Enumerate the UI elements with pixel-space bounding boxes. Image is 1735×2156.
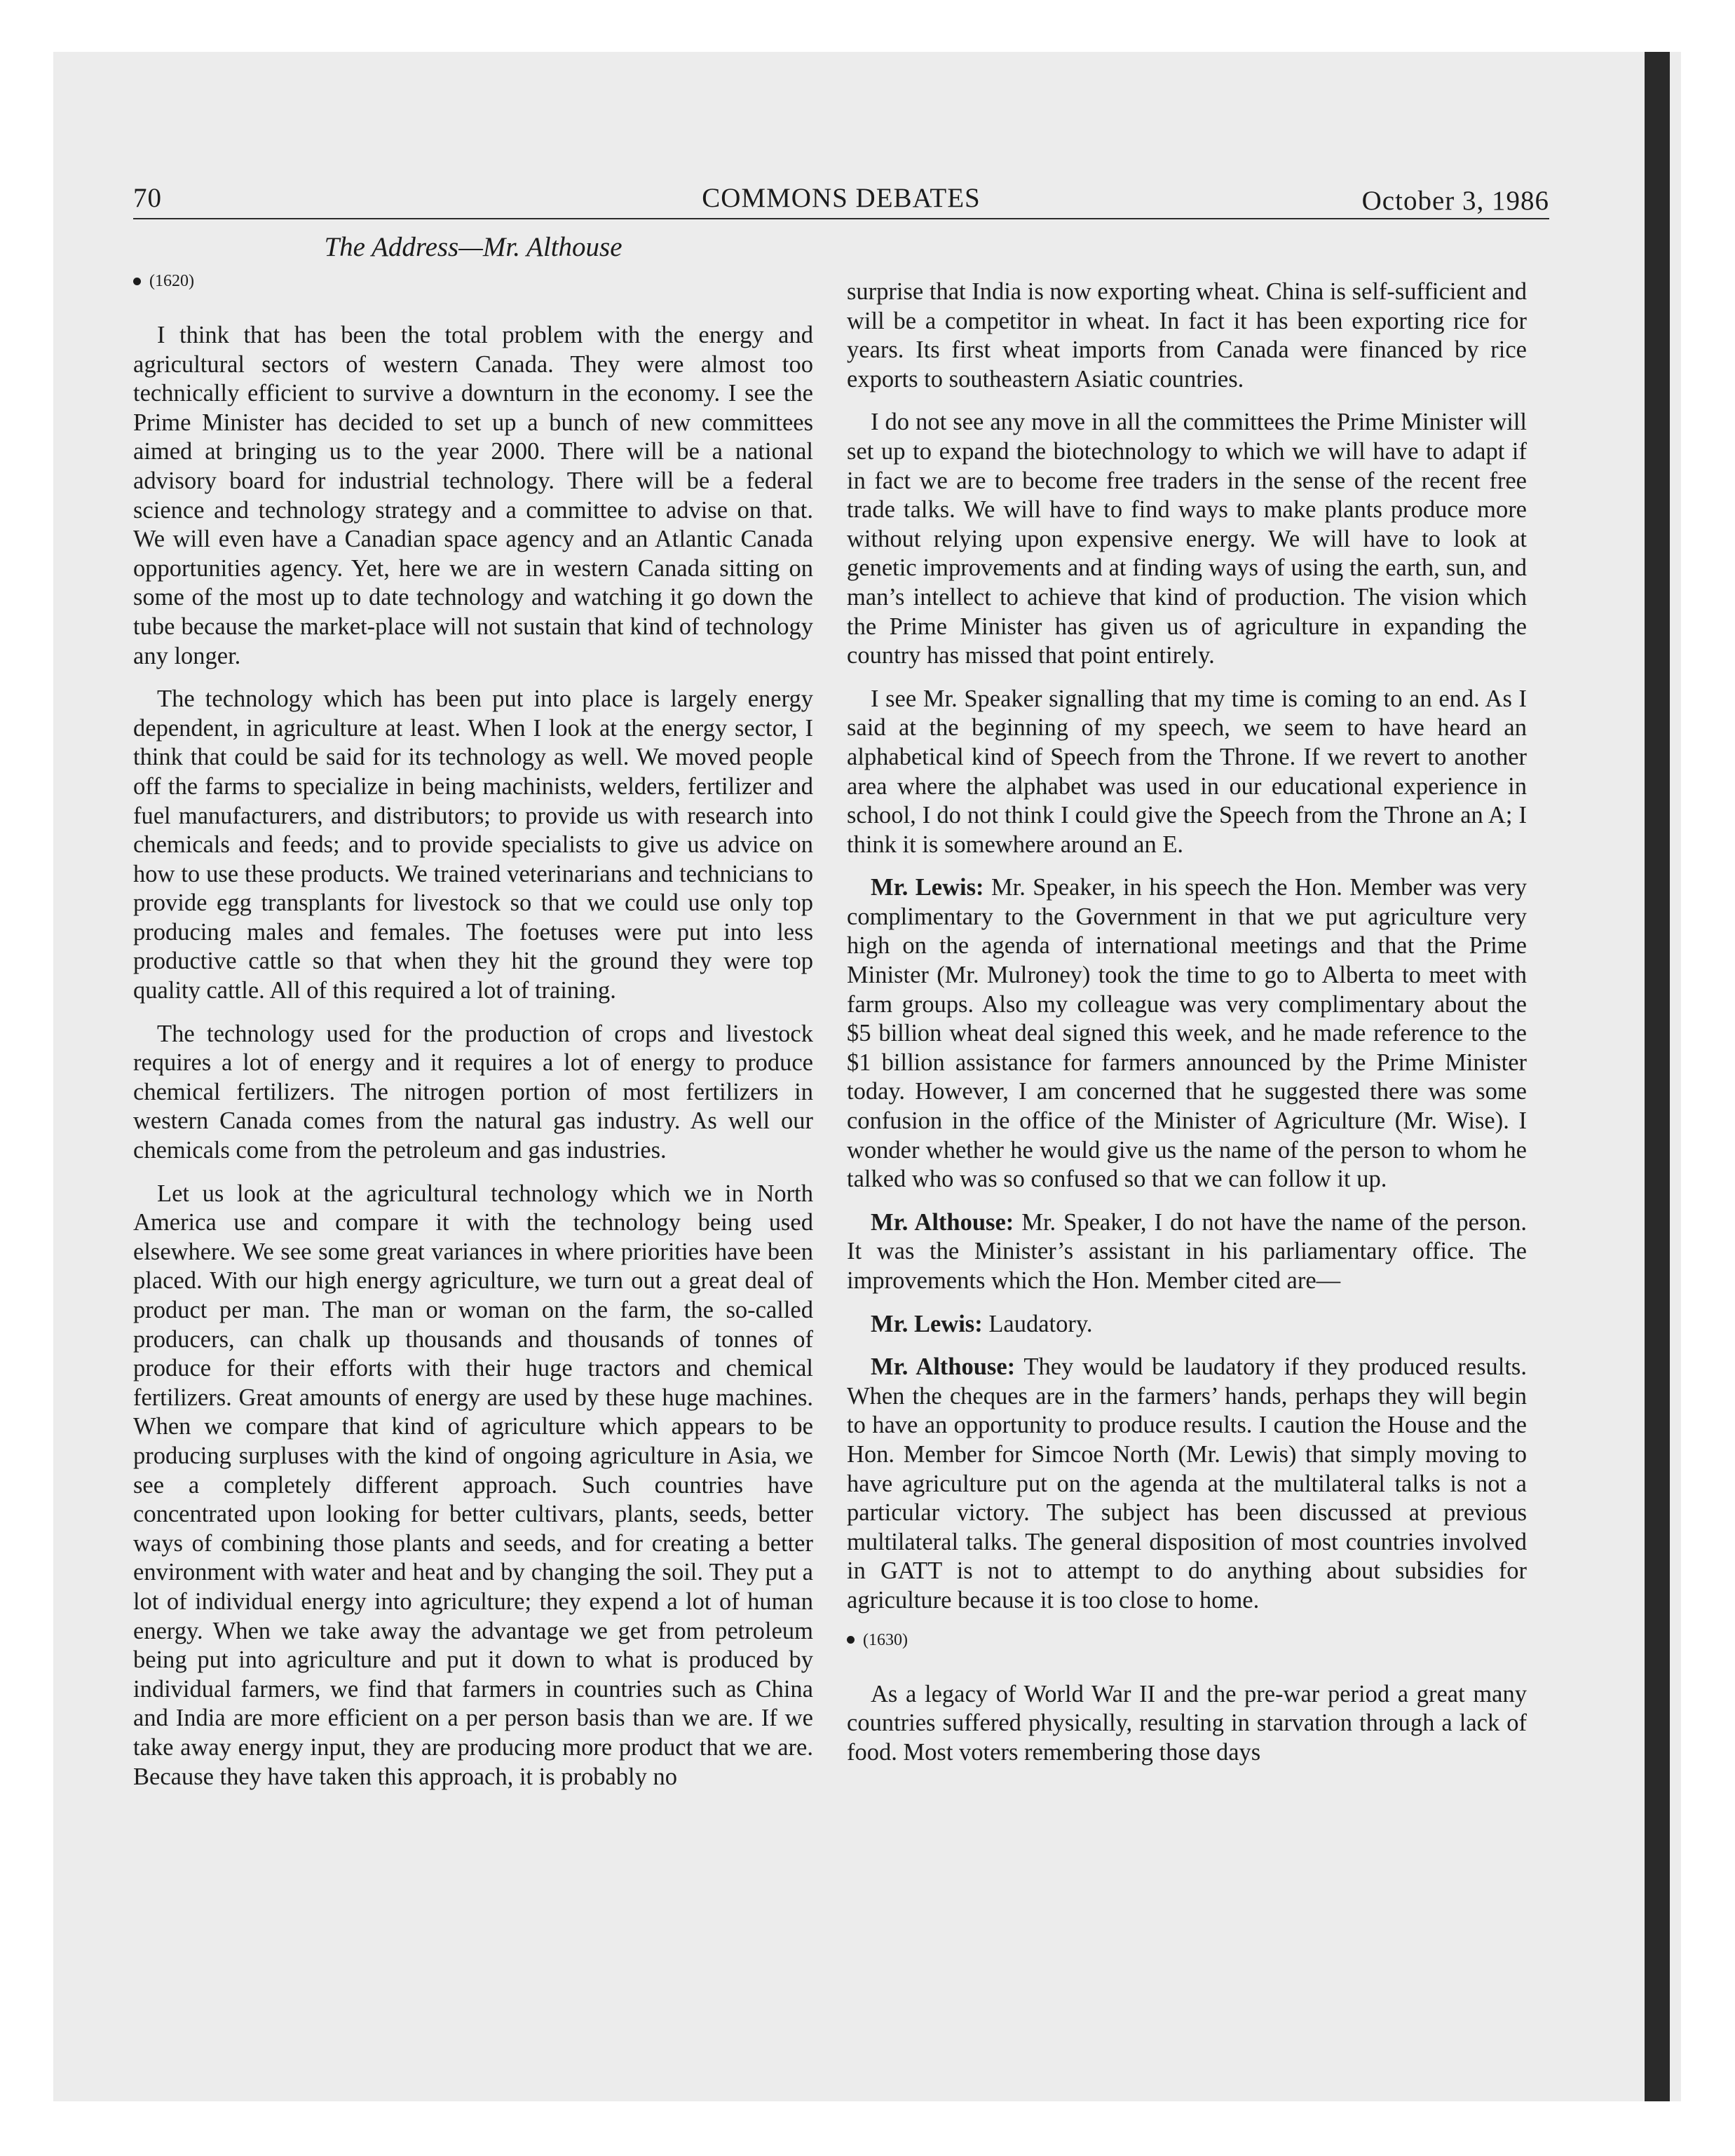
paragraph: As a legacy of World War II and the pre-war period a great many countries suffered physically, resulting in starvation through a lack of food. Most voters remembering those days [847,1680,1527,1766]
page-header [133,179,1549,219]
speaker-name: Mr. Althouse: [871,1353,1016,1381]
speaker-name: Mr. Lewis: [871,1310,983,1337]
paragraph: Let us look at the agricultural technology which we in North America use and compare it with the technology being used elsewhere. We see some great variances in where priorities have been placed. With our high energy agriculture, we turn out a great deal of product per man. The man or woman on the farm, the so-called producers, can chalk up thousands and thousands of tonnes of produce for their efforts with their huge tractors and chemical fertilizers. Great amounts of energy are used by these huge machines. When we compare that kind of agriculture which appears to be producing surpluses with the kind of ongoing agriculture in Asia, we see a completely different approach. Such countries have concentrated upon looking for better cultivars, plants, seeds, better ways of combining those plants and seeds, and for creating a better environment with water and heat and by changing the soil. They put a lot of individual energy into agriculture; they expend a lot of human energy. When we take away the advantage we get from petroleum being put into agriculture and put it down to what is produced by individual farmers, we find that farmers in countries such as China and India are more efficient on a per person basis than we are. If we take away energy input, they are producing more product that we are. Because they have taken this approach, it is probably no [133,1180,813,1790]
speech-exchange [847,1310,1527,1339]
time-marker [847,1630,1527,1651]
speech-text: Laudatory. [988,1310,1093,1337]
paragraph: I think that has been the total problem with the energy and agricultural sectors of western Canada. They were almost too technically efficient to survive a downturn in the economy. I see the Prime Minister has decided to set up a bunch of new committees aimed at bringing us to the year 2000. There will be a national advisory board for industrial technology. There will be a federal science and technology strategy and a committee to advise on that. We will even have a Canadian space agency and an Atlantic Canada opportunities agency. Yet, here we are in western Canada sitting on some of the most up to date technology and watching it go down the tube because the market-place will not sustain that kind of technology any longer. [133,322,813,669]
speech-exchange [847,873,1527,1194]
speech-text: They would be laudatory if they produced results. When the cheques are in the farmers’ hands, perhaps they will begin to have an opportunity to produce results. I caution the House and the Hon. Member for Simcoe North (Mr. Lewis) that simply moving to have agriculture put on the agenda at the multilateral talks is not a particular victory. The subject has been discussed at previous multilateral talks. The general disposition of most countries involved in GATT is not to attempt to do anything about subsidies for agriculture because it is too close to home. [847,1353,1527,1613]
time-marker-label: (1620) [149,272,194,290]
speech-text: Mr. Speaker, I do not have the name of the person. It was the Minister’s assistant in his parliamentary office. The improvements which the Hon. Member cited are— [847,1208,1527,1294]
page-number: 70 [133,183,162,213]
paragraph: The technology which has been put into place is largely energy dependent, in agriculture at least. When I look at the energy sector, I think that could be said for its technology as well. We moved people off the farms to specialize in being machinists, welders, fertilizer and fuel manufacturers, and distributors; to provide us with research into chemicals and feeds; and to provide specialists to give us advice on how to use these products. We trained veterinarians and technicians to provide egg transplants for livestock so that we could use only top producing males and females. The foetuses were put into less productive cattle so that when they hit the ground they were top quality cattle. All of this required a lot of training. [133,685,813,1004]
paragraph: I see Mr. Speaker signalling that my time is coming to an end. As I said at the beginning of my speech, we seem to have heard an alphabetical kind of Speech from the Throne. If we revert to another area where the alphabet was used in our educational experience in school, I do not think I could give the Speech from the Throne an A; I think it is somewhere around an E. [847,685,1527,858]
publication-title: COMMONS DEBATES [702,183,981,213]
speaker-name: Mr. Althouse: [871,1208,1014,1236]
publication-date: October 3, 1986 [1361,186,1549,216]
left-column [133,271,813,1806]
speaker-name: Mr. Lewis: [871,874,984,901]
paragraph: The technology used for the production of crops and livestock requires a lot of energy and it requires a lot of energy to produce chemical fertilizers. The nitrogen portion of most fertilizers in western Canada comes from the natural gas industry. As well our chemicals come from the petroleum and gas industries. [133,1020,813,1164]
time-marker [133,271,813,292]
speech-text: Mr. Speaker, in his speech the Hon. Member was very complimentary to the Government in that we put agriculture very high on the agenda of international meetings and that the Prime Minister (Mr. Mulroney) took the time to go to Alberta to meet with farm groups. Also my colleague was very complimentary about the $5 billion wheat deal signed this week, and he made reference to the $1 billion assistance for farmers announced by the Prime Minister today. However, I am concerned that he suggested there was some confusion in the office of the Minister of Agriculture (Mr. Wise). I wonder whether he would give us the name of the person to whom he talked who was so confused so that we can follow it up. [847,874,1527,1193]
running-head: The Address—Mr. Althouse [324,232,622,262]
scan-edge-shadow [1645,52,1670,2101]
right-column [847,278,1527,1781]
speech-exchange [847,1353,1527,1615]
bullet-icon [133,278,141,285]
continued-paragraph: surprise that India is now exporting wheat. China is self-sufficient and will be a competitor in wheat. In fact it has been exporting rice for years. Its first wheat imports from Canada were financed by rice exports to southeastern Asiatic countries. [847,278,1527,393]
speech-exchange [847,1208,1527,1296]
time-marker-label: (1630) [863,1630,908,1649]
paragraph: I do not see any move in all the committees the Prime Minister will set up to expand the biotechnology to which we will have to adapt if in fact we are to become free traders in the sense of the recent free trade talks. We will have to find ways to make plants produce more without relying upon expensive energy. We will have to look at genetic improvements and at finding ways of using the earth, sun, and man’s intellect to achieve that kind of production. The vision which the Prime Minister has given us of agriculture in expanding the country has missed that point entirely. [847,409,1527,669]
bullet-icon [847,1636,855,1644]
